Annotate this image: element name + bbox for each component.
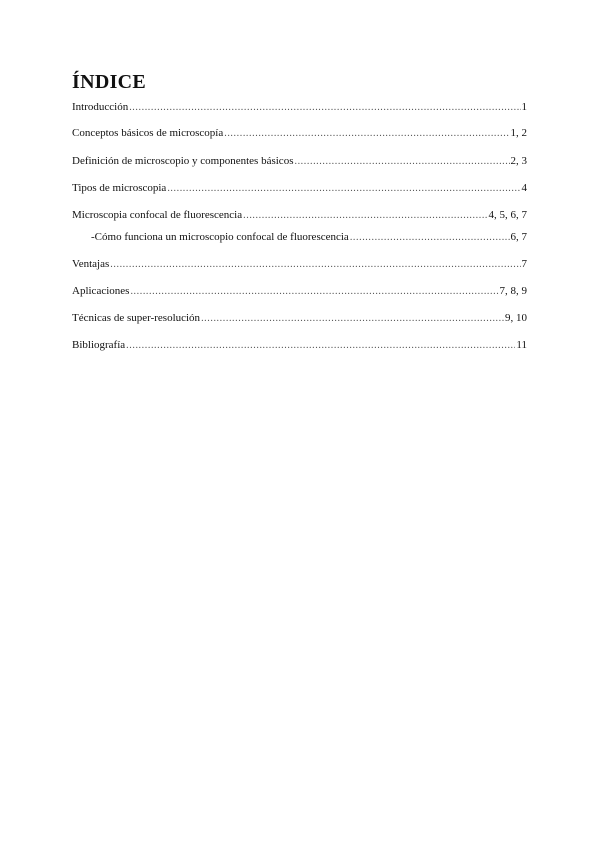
toc-entry-tipos-microscopia: [72, 181, 527, 195]
toc-subentry-como-funciona: [91, 230, 527, 244]
toc-entry-pages: 9, 10: [505, 312, 527, 324]
toc-entry-aplicaciones: [72, 284, 527, 298]
toc-entry-label: Técnicas de super-resolución: [72, 312, 201, 324]
toc-entry-pages: 6, 7: [510, 231, 527, 243]
toc-entry-pages: 1, 2: [510, 127, 527, 139]
dot-leader: [201, 312, 504, 326]
dot-leader: [126, 339, 515, 353]
toc-entry-pages: 4: [521, 182, 527, 194]
toc-entry-bibliografia: [72, 338, 527, 352]
toc-entry-pages: 2, 3: [510, 155, 527, 167]
toc-entry-label: Aplicaciones: [72, 285, 130, 297]
toc-entry-pages: 4, 5, 6, 7: [488, 209, 527, 221]
toc-entry-microscopia-confocal: [72, 208, 527, 222]
dot-leader: [110, 258, 520, 272]
dot-leader: [243, 209, 487, 223]
toc-entry-pages: 7: [521, 258, 527, 270]
toc-entry-label: Bibliografía: [72, 339, 126, 351]
dot-leader: [294, 155, 509, 169]
toc-entry-label: Definición de microscopio y componentes básicos: [72, 155, 294, 167]
toc-entry-conceptos-basicos: [72, 126, 527, 140]
dot-leader: [167, 182, 520, 196]
bullet-dash: -: [91, 231, 95, 243]
toc-entry-introduccion: [72, 100, 527, 114]
toc-entry-label: Introducción: [72, 101, 129, 113]
toc-entry-label: Cómo funciona un microscopio confocal de fluorescencia: [94, 231, 349, 243]
dot-leader: [224, 127, 509, 141]
toc-entry-pages: 11: [516, 339, 527, 351]
toc-entry-label: Conceptos básicos de microscopía: [72, 127, 224, 139]
toc-entry-pages: 1: [521, 101, 527, 113]
index-title: ÍNDICE: [72, 71, 147, 93]
toc-entry-tecnicas-super-resolucion: [72, 311, 527, 325]
toc-entry-label: Microscopia confocal de fluorescencia: [72, 209, 243, 221]
toc-entry-ventajas: [72, 257, 527, 271]
toc-entry-label: Ventajas: [72, 258, 110, 270]
dot-leader: [129, 101, 520, 115]
dot-leader: [350, 231, 510, 245]
dot-leader: [130, 285, 498, 299]
toc-entry-pages: 7, 8, 9: [499, 285, 527, 297]
toc-entry-label: Tipos de microscopia: [72, 182, 167, 194]
toc-entry-definicion-microscopio: [72, 154, 527, 168]
